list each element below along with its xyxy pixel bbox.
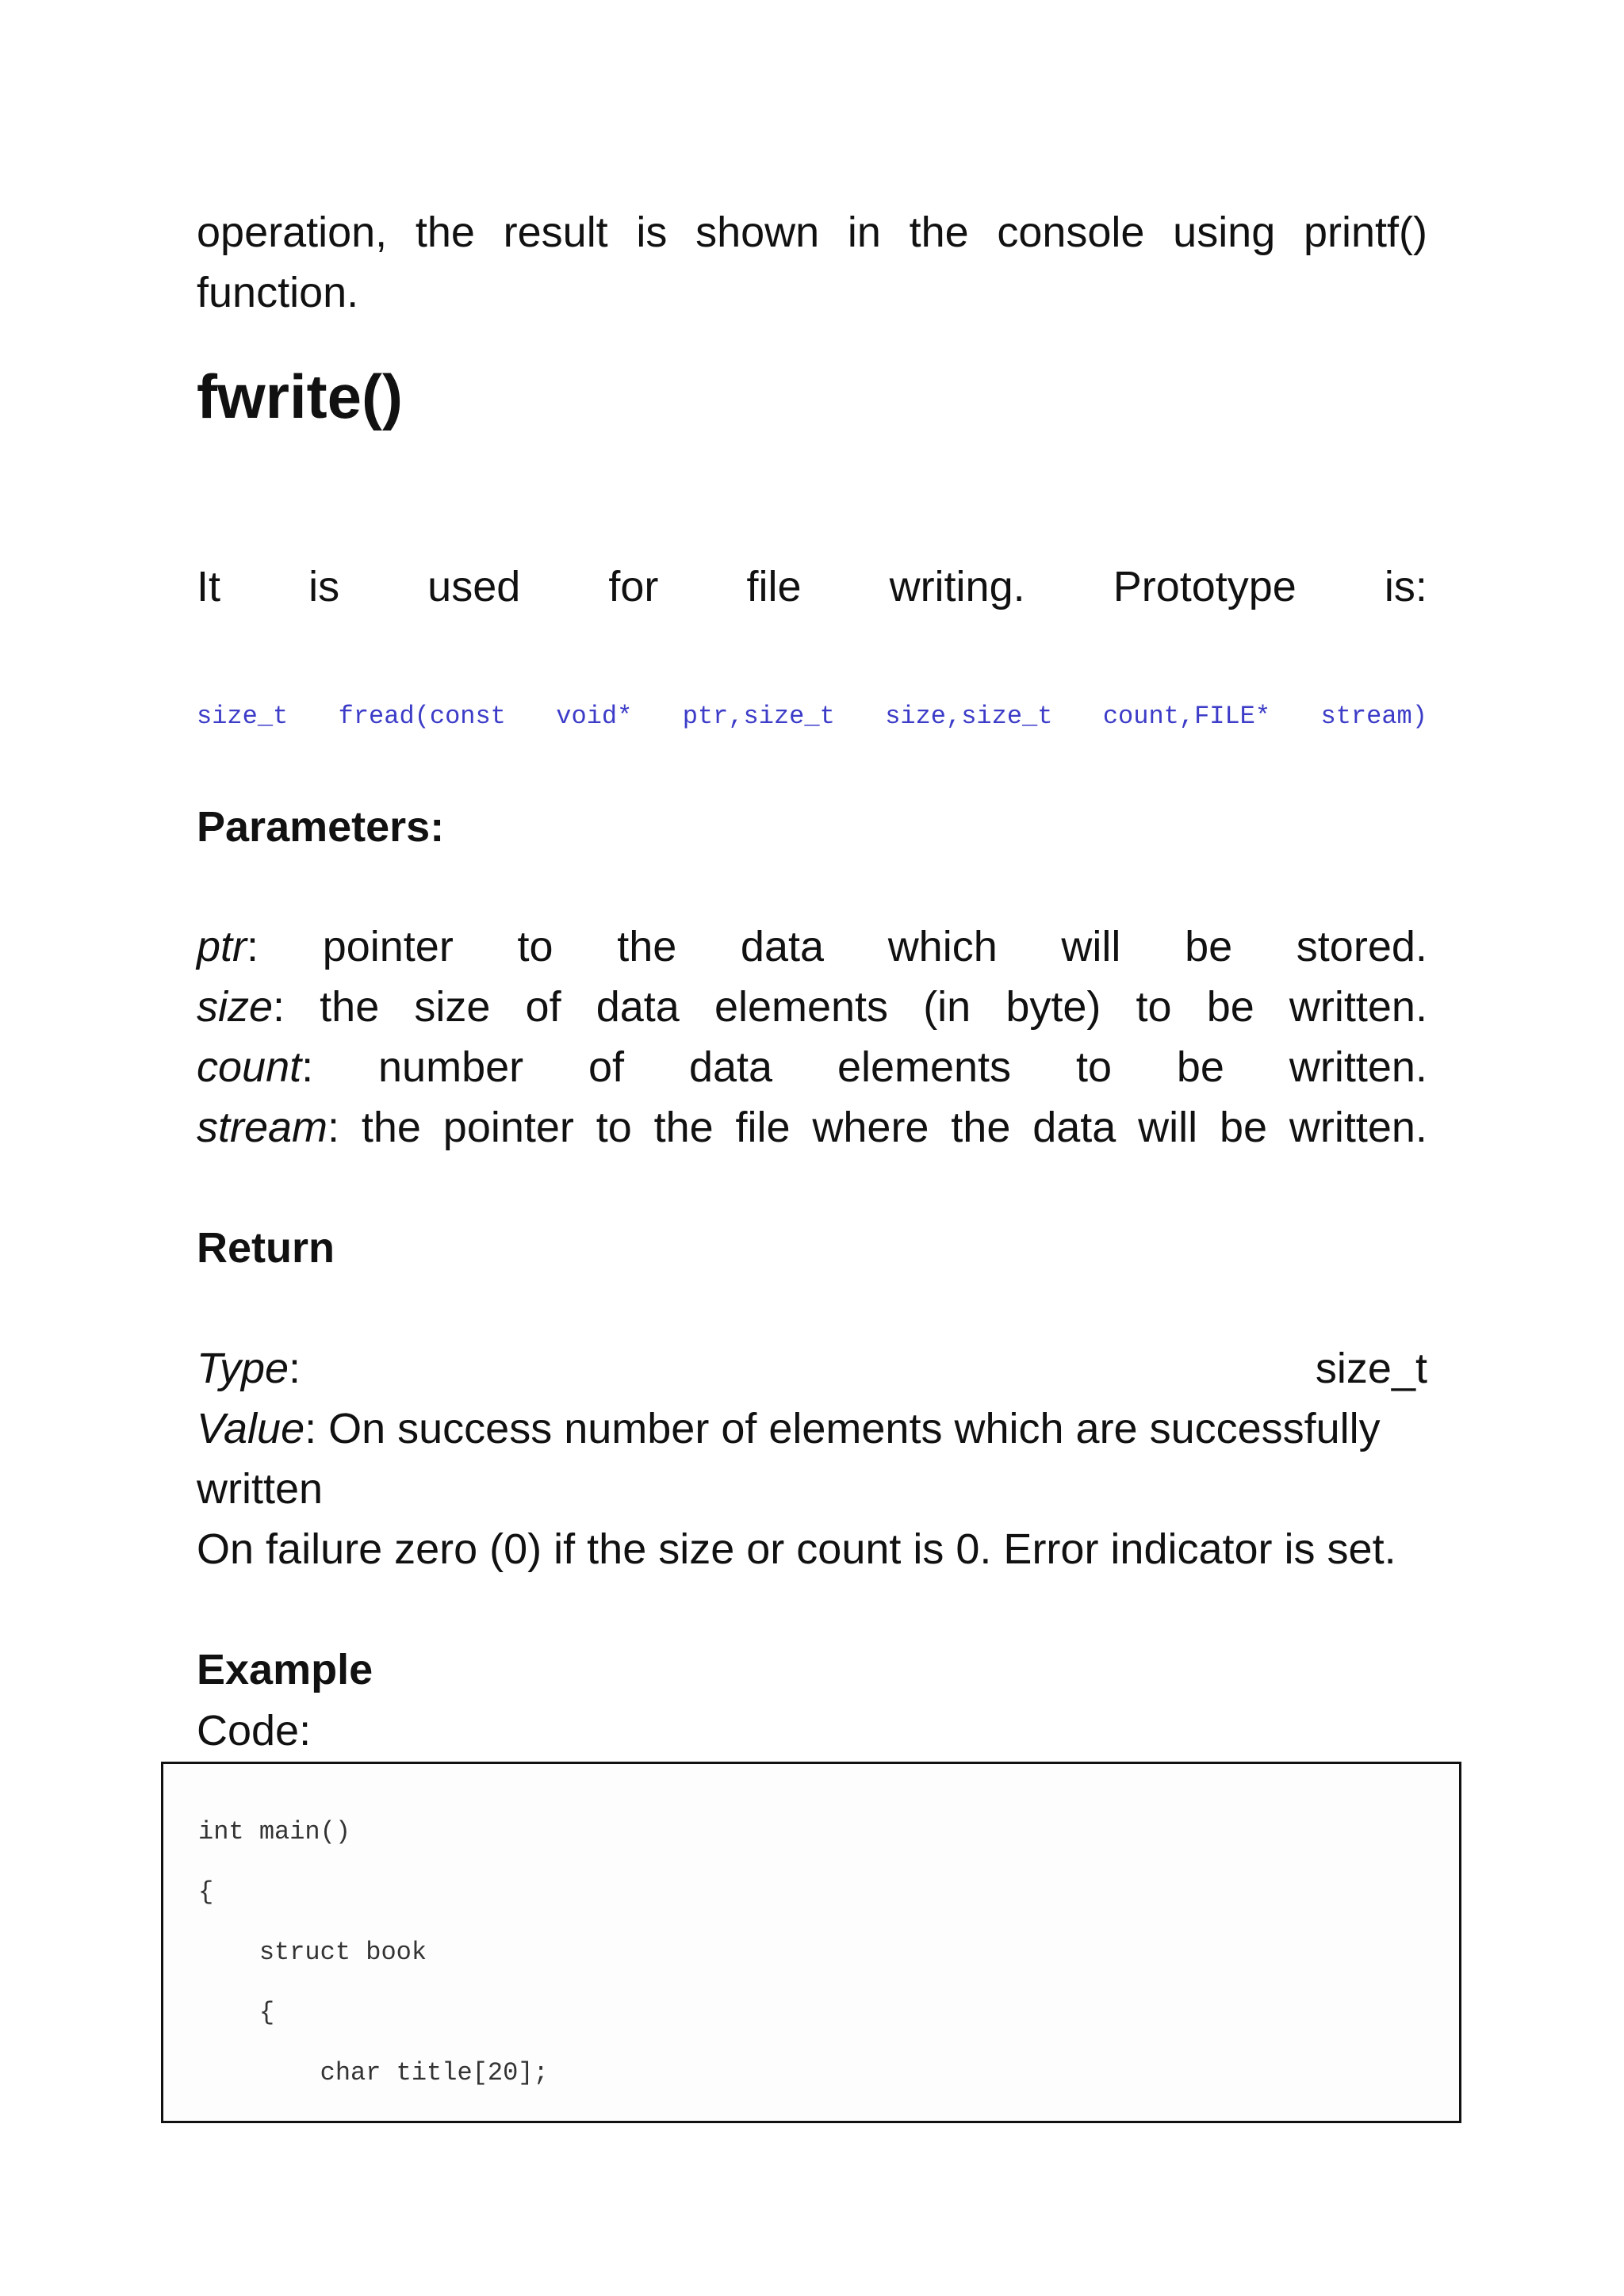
parameters-list [197,916,1427,1158]
parameter-word: written. [1289,983,1427,1031]
parameter-word: data [1032,1104,1116,1151]
parameter-word: pointer [322,923,454,970]
parameter-word: stored. [1296,923,1427,970]
return-value-line [197,1399,1427,1459]
prototype-token: size_t [197,702,289,731]
intro-line-2: function. [197,269,359,316]
parameter-word: to [1075,1043,1112,1091]
intro-word: the [909,209,969,256]
intro-word: result [503,209,608,256]
parameter-word: to [517,923,553,970]
parameter-word: written. [1289,1043,1427,1091]
parameter-word: data [740,923,825,970]
parameter-word: file [735,1104,791,1151]
parameter-colon: : [327,1104,340,1151]
usage-word: is: [1384,563,1427,610]
return-type-label: Type [197,1345,289,1392]
parameters-heading: Parameters: [197,803,445,851]
usage-word: is [308,563,340,610]
parameter-word: the [320,983,380,1031]
parameter-line-size [197,977,1427,1037]
parameter-word: the [617,923,677,970]
code-line: { [198,1998,275,2027]
parameter-name-group [197,977,285,1037]
usage-word: for [608,563,659,610]
return-type-line: Type: size_t [197,1338,1427,1399]
code-label: Code: [197,1707,312,1755]
code-block [161,1762,1461,2123]
intro-word: in [847,209,881,256]
usage-word: used [427,563,521,610]
parameter-word: written. [1289,1104,1427,1151]
parameter-word: pointer [442,1104,574,1151]
usage-word: file [746,563,802,610]
prototype-token: void* [556,702,633,731]
parameter-word: the [951,1104,1011,1151]
return-value-label: Value [197,1405,305,1452]
parameter-word: data [596,983,680,1031]
usage-word: It [197,563,221,610]
code-line: struct book [198,1938,427,1967]
intro-word: the [415,209,475,256]
parameter-word: the [361,1104,421,1151]
parameter-word: (in [923,983,971,1031]
parameter-word: byte) [1005,983,1101,1031]
return-value-continuation: written [197,1465,324,1513]
intro-line-1 [197,202,1427,262]
parameter-colon: : [247,923,259,970]
intro-word: using [1173,209,1276,256]
parameter-word: will [1138,1104,1198,1151]
prototype-token: count,FILE* [1102,702,1271,731]
parameter-word: be [1206,983,1254,1031]
intro-paragraph [197,202,1427,323]
parameter-word: data [688,1043,773,1091]
usage-word: writing. [889,563,1025,610]
parameter-line-stream [197,1097,1427,1158]
prototype-token: ptr,size_t [682,702,835,731]
parameter-word: will [1061,923,1121,970]
parameter-word: where [812,1104,929,1151]
parameter-word: be [1219,1104,1268,1151]
parameter-word: elements [714,983,889,1031]
prototype-signature [197,699,1427,734]
prototype-token: fread(const [338,702,506,731]
parameter-word: of [588,1043,625,1091]
intro-word: is [636,209,668,256]
usage-line [197,557,1427,617]
parameter-line-ptr [197,916,1427,977]
usage-paragraph [197,557,1427,617]
parameter-name-group [197,916,259,977]
parameter-word: which [887,923,998,970]
code-line: { [198,1877,214,1907]
parameter-name-group [197,1097,339,1158]
intro-word: operation, [197,209,388,256]
intro-word: shown [695,209,820,256]
parameter-line-count [197,1037,1427,1097]
parameter-word: be [1176,1043,1224,1091]
code-line: char title[20]; [198,2058,549,2087]
return-details [197,1338,1427,1579]
parameter-name: ptr [197,923,247,970]
intro-word: console [997,209,1145,256]
parameter-name: stream [197,1104,328,1151]
parameter-word: to [1136,983,1172,1031]
example-heading: Example [197,1646,373,1693]
parameter-word: be [1185,923,1233,970]
parameter-colon: : [301,1043,314,1091]
return-heading: Return [197,1224,335,1272]
parameter-name-group [197,1037,313,1097]
parameter-name: size [197,983,274,1031]
prototype-token: stream) [1320,702,1427,731]
prototype-token: size,size_t [885,702,1053,731]
intro-word: printf() [1303,209,1427,256]
parameter-word: to [596,1104,632,1151]
return-failure-text: On failure zero (0) if the size or count is 0. Error indicator is set. [197,1525,1396,1573]
parameter-word: elements [837,1043,1012,1091]
return-type-value: size_t [1315,1345,1427,1392]
parameter-colon: : [273,983,285,1031]
parameter-name: count [197,1043,302,1091]
parameter-word: number [378,1043,524,1091]
section-title: fwrite() [197,362,403,431]
return-value-text: : On success number of elements which are successfully [304,1405,1381,1452]
usage-word: Prototype [1113,563,1297,610]
parameter-word: of [525,983,561,1031]
parameter-word: the [653,1104,714,1151]
code-line: int main() [198,1817,351,1846]
parameter-word: size [414,983,491,1031]
